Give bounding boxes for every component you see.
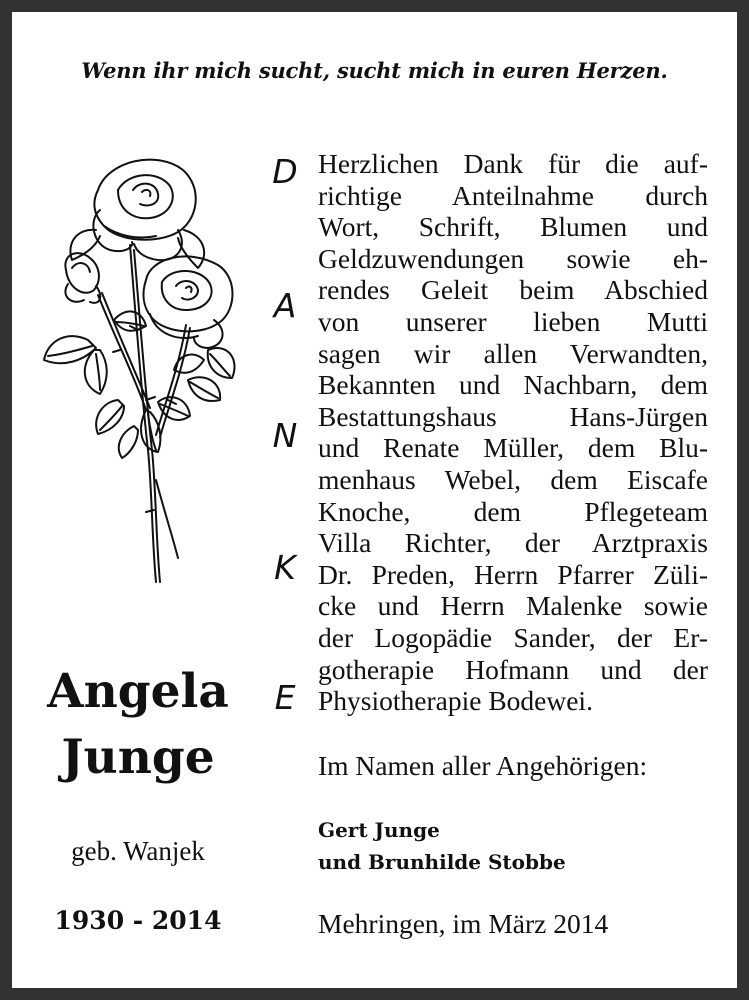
- body-line: Villa Richter, der Arztpraxis: [318, 527, 708, 559]
- dank-letter: A: [273, 286, 297, 325]
- dank-letter: D: [272, 152, 298, 191]
- dank-letter: E: [274, 678, 296, 717]
- signatory: und Brunhilde Stobbe: [318, 850, 566, 874]
- rose-illustration-icon: [38, 150, 243, 590]
- body-line: gotherapie Hofmann und der: [318, 653, 708, 685]
- body-line: Physiotherapie Bodewei.: [318, 685, 593, 717]
- life-years: 1930 - 2014: [54, 906, 222, 935]
- place-date: Mehringen, im März 2014: [318, 908, 609, 939]
- body-line: rendes Geleit beim Abschied: [318, 274, 708, 306]
- body-line: und Renate Müller, dem Blu-: [318, 432, 708, 464]
- body-line: Knoche, dem Pflegeteam: [318, 495, 708, 527]
- closing-line: Im Namen aller Angehörigen:: [318, 750, 648, 781]
- body-line: Wort, Schrift, Blumen und: [318, 211, 708, 243]
- body-line: cke und Herrn Malenke sowie: [318, 590, 708, 622]
- thank-you-text: [318, 148, 708, 717]
- body-line: richtige Anteilnahme durch: [318, 179, 708, 211]
- body-line: menhaus Webel, dem Eiscafe: [318, 463, 708, 495]
- signatory: Gert Junge: [318, 818, 440, 842]
- dank-letter: K: [274, 548, 296, 587]
- deceased-first-name: Angela: [47, 664, 229, 719]
- body-line: Bestattungshaus Hans-Jürgen: [318, 400, 708, 432]
- body-line: Bekannten und Nachbarn, dem: [318, 369, 708, 401]
- maiden-name: geb. Wanjek: [71, 836, 205, 866]
- body-line: sagen wir allen Verwandten,: [318, 337, 708, 369]
- body-line: von unserer lieben Mutti: [318, 305, 708, 337]
- dank-letter: N: [272, 416, 298, 455]
- body-line: Herzlichen Dank für die auf-: [318, 148, 708, 179]
- motto: Wenn ihr mich sucht, sucht mich in euren Herzen.: [81, 58, 668, 83]
- body-line: Geldzuwendungen sowie eh-: [318, 242, 708, 274]
- deceased-last-name: Junge: [61, 730, 215, 785]
- body-line: der Logopädie Sander, der Er-: [318, 621, 708, 653]
- body-line: Dr. Preden, Herrn Pfarrer Züli-: [318, 558, 708, 590]
